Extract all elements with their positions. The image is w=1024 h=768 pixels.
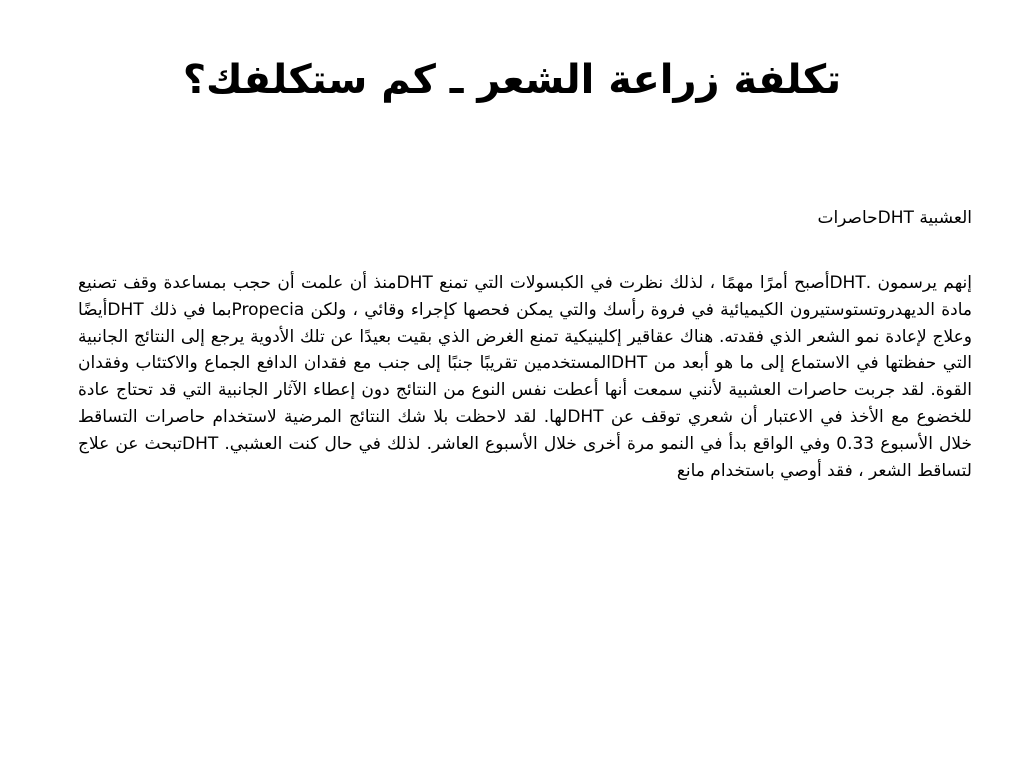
slide-subheading: العشبية DHTحاصرات (817, 208, 972, 228)
slide-paragraph: إنهم يرسمون .DHTأصبح أمرًا مهمًا ، لذلك نظرت في الكبسولات التي تمنع DHTمنذ أن علمت أن حجب بمساعدة وقف تصنيع مادة الديهدروتستوستيرون الكيميائية في فروة رأسك والتي يمكن فحصها كإجراء وقائي ، ولكن Propeciaبما في ذلك DHTأيضًا وعلاج لإعادة نمو الشعر الذي فقدته. هناك عقاقير إكلينيكية تمنع الغرض الذي بقيت بعيدًا عن تلك الأدوية يرجع إلى النتائج الجانبية التي حفظتها في الاستماع إلى ما هو أبعد من DHTالمستخدمين تقريبًا جنبًا إلى جنب مع فقدان الدافع الجماع والاكتئاب وفقدان القوة. لقد جربت حاصرات العشبية لأنني سمعت أنها أعطت نفس النوع من النتائج دون إعطاء الآثار الجانبية التي قد تحتاج عادة للخضوع مع الأخذ في الاعتبار أن شعري توقف عن DHTلها. لقد لاحظت بلا شك النتائج المرضية لاستخدام حاصرات التساقط خلال الأسبوع 0.33 وفي الواقع بدأ في النمو مرة أخرى خلال الأسبوع العاشر. لذلك في حال كنت العشبي. DHTتبحث عن علاج لتساقط الشعر ، فقد أوصي باستخدام مانع (78, 273, 973, 481)
slide-title: تكلفة زراعة الشعر ـ كم ستكلفك؟ (182, 57, 842, 103)
slide-body (78, 203, 972, 484)
